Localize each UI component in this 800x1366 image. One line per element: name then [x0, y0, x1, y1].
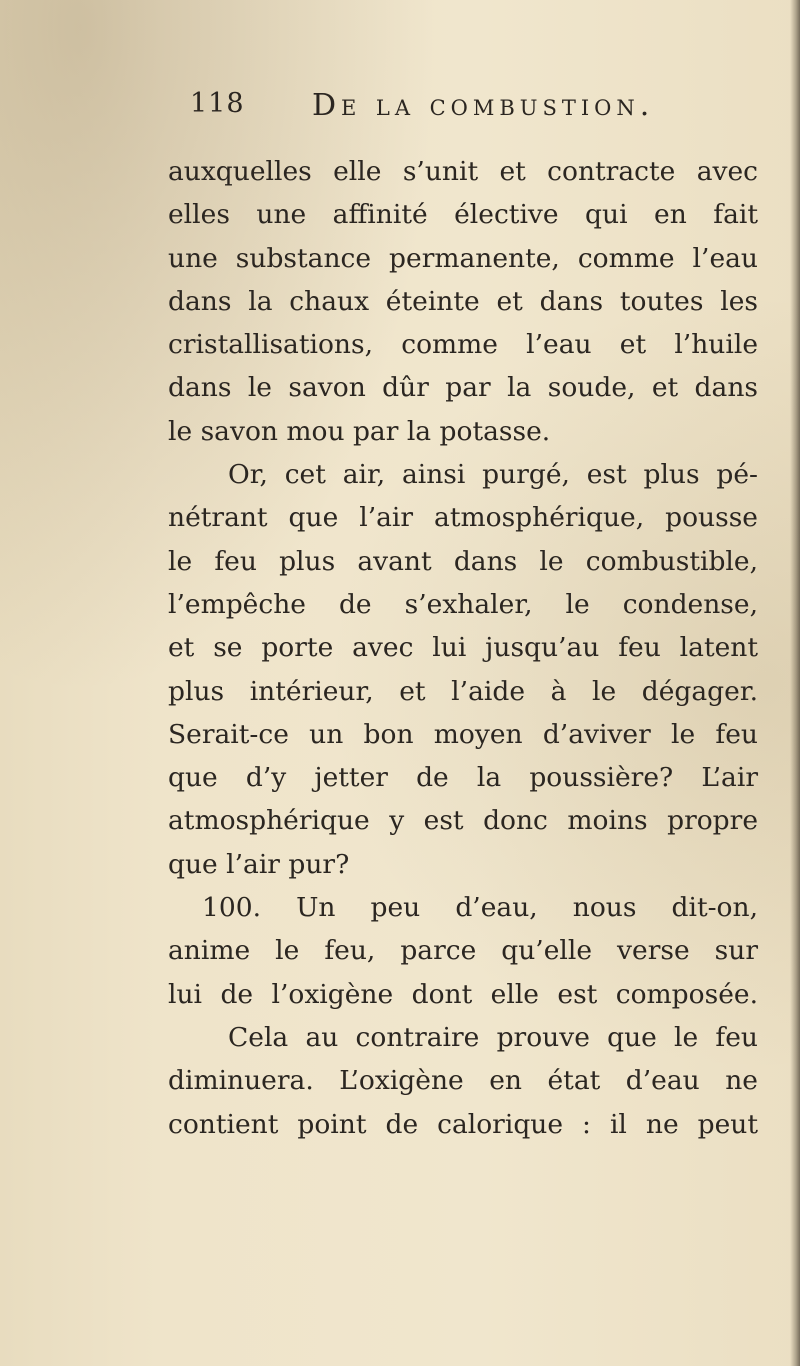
- page-number: 118: [190, 88, 245, 119]
- text-line: auxquelles elle s’unit et contracte avec: [168, 156, 758, 187]
- text-line: atmosphérique y est donc moins propre: [168, 805, 758, 837]
- text-line: une substance permanente, comme l’eau: [168, 242, 758, 274]
- text-line: Or, cet air, ainsi purgé, est plus pé-: [228, 459, 758, 491]
- page-header: [190, 88, 730, 132]
- text-line: dans le savon dûr par la soude, et dans: [168, 372, 758, 404]
- text-line: contient point de calorique : il ne peut: [168, 1108, 758, 1140]
- text-line: et se porte avec lui jusqu’au feu latent: [168, 632, 758, 664]
- text-line: 100. Un peu d’eau, nous dit-on,: [202, 892, 758, 924]
- text-line: le feu plus avant dans le combustible,: [168, 545, 758, 577]
- text-line: elles une affinité élective qui en fait: [168, 199, 758, 231]
- page-edge-shadow: [790, 0, 800, 1366]
- text-line: anime le feu, parce qu’elle verse sur: [168, 935, 758, 967]
- text-line: Serait-ce un bon moyen d’aviver le feu: [168, 718, 758, 750]
- text-line: diminuera. L’oxigène en état d’eau ne: [168, 1065, 758, 1097]
- text-line: dans la chaux éteinte et dans toutes les: [168, 285, 758, 317]
- text-line: nétrant que l’air atmosphérique, pousse: [168, 502, 758, 534]
- text-line: l’empêche de s’exhaler, le condense,: [168, 588, 758, 620]
- running-head: De la combustion.: [312, 88, 655, 123]
- text-line: que d’y jetter de la poussière? L’air: [168, 762, 758, 794]
- text-line: plus intérieur, et l’aide à le dégager.: [168, 675, 758, 707]
- text-line: Cela au contraire prouve que le feu: [228, 1021, 758, 1053]
- text-line: le savon mou par la potasse.: [168, 415, 551, 447]
- text-line: cristallisations, comme l’eau et l’huile: [168, 329, 758, 361]
- text-line: que l’air pur?: [168, 848, 350, 880]
- text-line: lui de l’oxigène dont elle est composée.: [168, 978, 758, 1010]
- body-text: [168, 150, 758, 1146]
